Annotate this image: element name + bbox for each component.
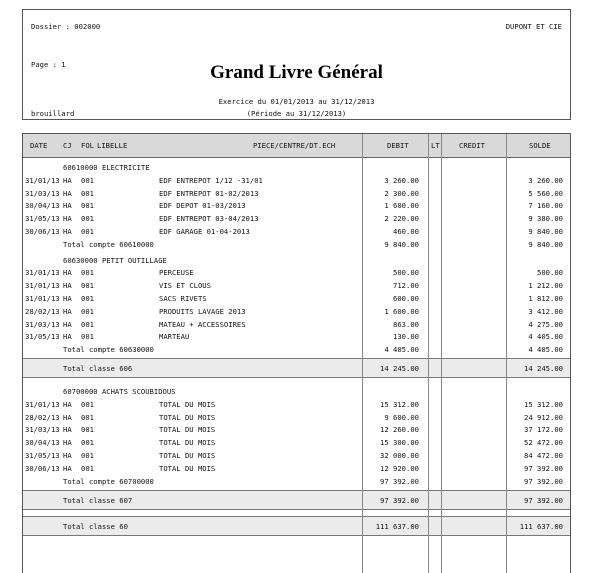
ledger-entry-row [23, 330, 570, 343]
entry-journal: HA [63, 412, 72, 422]
entry-balance: 1 812.00 [528, 294, 563, 303]
class-total-label: Total classe 607 [63, 496, 133, 506]
entry-journal: HA [63, 399, 72, 409]
entry-date: 28/02/13 [25, 412, 60, 422]
entry-folio: 001 [81, 227, 94, 236]
col-cj: CJ [63, 141, 72, 150]
divider-lt [428, 134, 429, 573]
class-total-row [23, 520, 570, 533]
entry-folio: 001 [81, 268, 94, 278]
entry-balance: 1 212.00 [528, 281, 563, 291]
col-lt: LT [431, 141, 440, 150]
entry-date: 30/06/13 [25, 227, 60, 236]
entry-journal: HA [63, 281, 72, 291]
dossier-label: Dossier : 002000 [31, 22, 101, 31]
entry-journal: HA [63, 214, 72, 224]
account-total-debit: 9 840.00 [384, 239, 419, 249]
entry-date: 31/03/13 [25, 425, 60, 435]
class-total-balance: 97 392.00 [524, 496, 563, 506]
entry-date: 31/03/13 [25, 319, 60, 329]
page-title: Grand Livre Général [210, 62, 383, 83]
entry-folio: 001 [81, 425, 94, 435]
entry-folio: 001 [81, 175, 94, 185]
col-credit: CREDIT [459, 141, 485, 150]
entry-balance: 7 160.00 [528, 201, 563, 211]
entry-folio: 001 [81, 463, 94, 473]
ledger-entry-row [23, 305, 570, 318]
entry-label: EDF ENTREPOT 01-02/2013 [159, 188, 259, 198]
class-total-balance: 14 245.00 [524, 364, 563, 373]
divider-solde [506, 134, 507, 573]
entry-folio: 001 [81, 332, 94, 342]
entry-date: 31/01/13 [25, 175, 60, 185]
ledger-entry-row [23, 279, 570, 292]
col-libelle: LIBELLE [97, 141, 128, 150]
entry-balance: 52 472.00 [524, 438, 563, 448]
entry-debit: 712.00 [393, 281, 419, 291]
entry-folio: 001 [81, 188, 94, 198]
entry-balance: 5 560.00 [528, 188, 563, 198]
entry-journal: HA [63, 319, 72, 329]
account-title-row [23, 254, 570, 267]
entry-debit: 460.00 [393, 227, 419, 236]
ledger-entry-row [23, 318, 570, 331]
entry-folio: 001 [81, 438, 94, 448]
col-fol: FOL [81, 141, 94, 150]
entry-debit: 15 300.00 [380, 438, 419, 448]
entry-journal: HA [63, 306, 72, 316]
account-title-row [23, 385, 570, 398]
entry-balance: 9 380.00 [528, 214, 563, 224]
entry-debit: 32 000.00 [380, 451, 419, 460]
company-name: DUPONT ET CIE [505, 22, 562, 31]
account-total-balance: 9 840.00 [528, 239, 563, 249]
account-total-balance: 97 392.00 [524, 476, 563, 486]
ledger-entry-row [23, 174, 570, 187]
entry-date: 31/05/13 [25, 214, 60, 224]
entry-journal: HA [63, 201, 72, 211]
class-total-debit: 111 637.00 [375, 522, 419, 532]
entry-balance: 15 312.00 [524, 399, 563, 409]
entry-journal: HA [63, 332, 72, 342]
entry-label: SACS RIVETS [159, 294, 207, 303]
entry-balance: 9 840.00 [528, 227, 563, 236]
ledger-entry-row [23, 436, 570, 449]
entry-folio: 001 [81, 214, 94, 224]
entry-debit: 2 300.00 [384, 188, 419, 198]
entry-date: 31/01/13 [25, 281, 60, 291]
entry-debit: 1 600.00 [384, 306, 419, 316]
entry-debit: 130.00 [393, 332, 419, 342]
entry-label: MATEAU + ACCESSOIRES [159, 319, 246, 329]
entry-folio: 001 [81, 451, 94, 460]
entry-debit: 3 260.00 [384, 175, 419, 185]
entry-date: 31/03/13 [25, 188, 60, 198]
exercise-period: Exercice du 01/01/2013 au 31/12/2013 [218, 97, 375, 106]
entry-debit: 1 600.00 [384, 201, 419, 211]
account-total-debit: 97 392.00 [380, 476, 419, 486]
entry-journal: HA [63, 268, 72, 278]
entry-balance: 97 392.00 [524, 463, 563, 473]
ledger-entry-row [23, 199, 570, 212]
col-solde: SOLDE [529, 141, 551, 150]
ledger-entry-row [23, 292, 570, 305]
page-number: Page : 1 [31, 60, 66, 69]
ledger-entry-row [23, 449, 570, 462]
entry-balance: 3 260.00 [528, 175, 563, 185]
entry-folio: 001 [81, 319, 94, 329]
entry-label: EDF DEPOT 01-03/2013 [159, 201, 246, 211]
entry-label: PRODUITS LAVAGE 2013 [159, 306, 246, 316]
entry-debit: 500.00 [393, 268, 419, 278]
entry-folio: 001 [81, 201, 94, 211]
entry-date: 28/02/13 [25, 306, 60, 316]
entry-journal: HA [63, 463, 72, 473]
ledger-entry-row [23, 225, 570, 238]
entry-journal: HA [63, 425, 72, 435]
account-total-debit: 4 405.00 [384, 345, 419, 355]
entry-debit: 9 600.00 [384, 412, 419, 422]
entry-balance: 4 275.00 [528, 319, 563, 329]
ledger-entry-row [23, 212, 570, 225]
entry-date: 31/01/13 [25, 399, 60, 409]
entry-label: EDF ENTREPOT 03-04/2013 [159, 214, 259, 224]
entry-debit: 2 220.00 [384, 214, 419, 224]
entry-balance: 3 412.00 [528, 306, 563, 316]
entry-journal: HA [63, 451, 72, 460]
entry-date: 30/04/13 [25, 201, 60, 211]
entry-debit: 15 312.00 [380, 399, 419, 409]
col-date: DATE [30, 141, 48, 150]
entry-folio: 001 [81, 294, 94, 303]
account-total-row [23, 343, 570, 356]
class-total-row [23, 362, 570, 375]
entry-label: PERCEUSE [159, 268, 194, 278]
entry-folio: 001 [81, 412, 94, 422]
account-name: 60630000 PETIT OUTILLAGE [63, 255, 167, 265]
entry-balance: 500.00 [537, 268, 563, 278]
class-total-label: Total classe 606 [63, 364, 133, 373]
account-title-row [23, 161, 570, 174]
entry-label: VIS ET CLOUS [159, 281, 211, 291]
entry-journal: HA [63, 438, 72, 448]
col-piece: PIECE/CENTRE/DT.ECH [253, 141, 336, 150]
class-total-debit: 14 245.00 [380, 364, 419, 373]
entry-journal: HA [63, 227, 72, 236]
column-header-row [23, 134, 570, 158]
account-total-label: Total compte 60700000 [63, 476, 154, 486]
ledger-table [22, 133, 571, 573]
divider-debit [362, 134, 363, 573]
account-name: 60610000 ELECTRICITE [63, 163, 150, 172]
entry-label: TOTAL DU MOIS [159, 412, 216, 422]
draft-status: brouillard [31, 109, 75, 118]
class-total-label: Total classe 60 [63, 522, 128, 532]
entry-date: 31/01/13 [25, 294, 60, 303]
entry-balance: 24 912.00 [524, 412, 563, 422]
divider-credit [441, 134, 442, 573]
entry-date: 30/06/13 [25, 463, 60, 473]
entry-debit: 12 260.00 [380, 425, 419, 435]
ledger-entry-row [23, 423, 570, 436]
account-total-row [23, 475, 570, 488]
entry-balance: 37 172.00 [524, 425, 563, 435]
current-period: (Période au 31/12/2013) [246, 109, 347, 118]
account-name: 60700000 ACHATS SCOUBIDOUS [63, 387, 176, 396]
entry-label: MARTEAU [159, 332, 190, 342]
entry-journal: HA [63, 175, 72, 185]
class-total-row [23, 494, 570, 507]
entry-journal: HA [63, 294, 72, 303]
entry-label: EDF GARAGE 01-04-2013 [159, 227, 250, 236]
ledger-entry-row [23, 266, 570, 279]
entry-date: 31/05/13 [25, 451, 60, 460]
ledger-entry-row [23, 411, 570, 424]
entry-balance: 84 472.00 [524, 451, 563, 460]
entry-debit: 600.00 [393, 294, 419, 303]
account-total-label: Total compte 60610000 [63, 239, 154, 249]
ledger-entry-row [23, 462, 570, 475]
entry-balance: 4 405.00 [528, 332, 563, 342]
entry-label: TOTAL DU MOIS [159, 451, 216, 460]
entry-label: TOTAL DU MOIS [159, 463, 216, 473]
entry-folio: 001 [81, 399, 94, 409]
entry-folio: 001 [81, 281, 94, 291]
entry-date: 31/01/13 [25, 268, 60, 278]
entry-label: EDF ENTREPOT 1/12 -31/01 [159, 175, 263, 185]
account-total-balance: 4 405.00 [528, 345, 563, 355]
entry-debit: 863.00 [393, 319, 419, 329]
class-total-debit: 97 392.00 [380, 496, 419, 506]
entry-date: 31/05/13 [25, 332, 60, 342]
col-debit: DEBIT [387, 141, 409, 150]
class-total-balance: 111 637.00 [519, 522, 563, 532]
account-total-row [23, 238, 570, 251]
entry-journal: HA [63, 188, 72, 198]
entry-date: 30/04/13 [25, 438, 60, 448]
entry-debit: 12 920.00 [380, 463, 419, 473]
report-header [22, 9, 571, 120]
ledger-entry-row [23, 398, 570, 411]
entry-label: TOTAL DU MOIS [159, 438, 216, 448]
entry-label: TOTAL DU MOIS [159, 425, 216, 435]
entry-folio: 001 [81, 306, 94, 316]
account-total-label: Total compte 60630000 [63, 345, 154, 355]
ledger-entry-row [23, 187, 570, 200]
entry-label: TOTAL DU MOIS [159, 399, 216, 409]
